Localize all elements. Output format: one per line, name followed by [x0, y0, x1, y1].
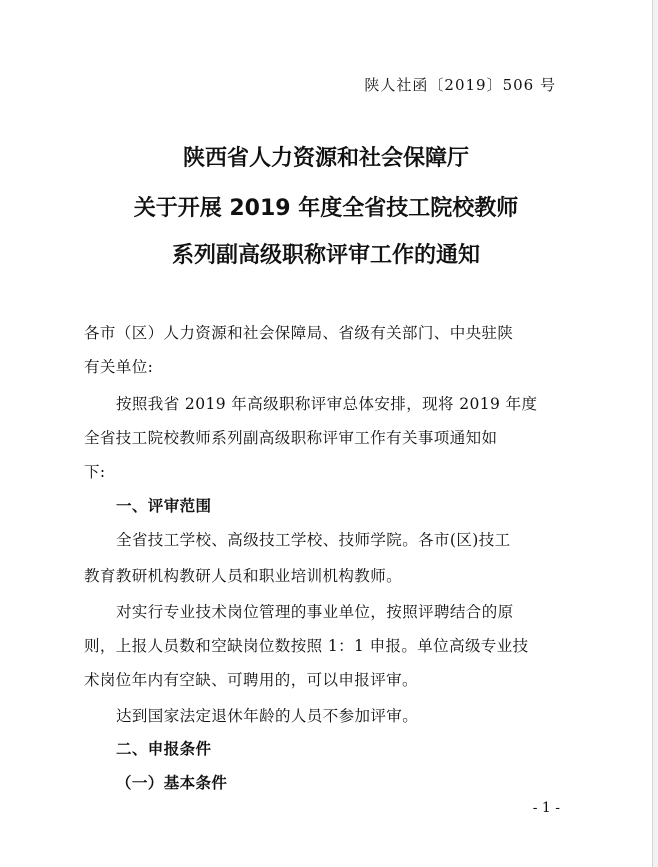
subsection-heading-basic: （一）基本条件	[116, 774, 228, 792]
section-heading-scope: 一、评审范围	[116, 497, 212, 515]
intro-line-3: 下:	[84, 463, 106, 481]
rule-line-3: 术岗位年内有空缺、可聘用的，可以申报评审。	[84, 671, 418, 689]
addressee-line-1: 各市（区）人力资源和社会保障局、省级有关部门、中央驻陕	[84, 324, 514, 342]
scope-line-1: 全省技工学校、高级技工学校、技师学院。各市(区)技工	[116, 531, 511, 549]
title-line-2: 关于开展 2019 年度全省技工院校教师	[133, 196, 519, 221]
page-number: - 1 -	[532, 800, 560, 816]
title-line-3: 系列副高级职称评审工作的通知	[171, 243, 480, 268]
section-heading-conditions: 二、申报条件	[116, 740, 212, 758]
scope-line-2: 教育教研机构教研人员和职业培训机构教师。	[84, 567, 403, 585]
retirement-note: 达到国家法定退休年龄的人员不参加评审。	[116, 707, 419, 725]
document-number: 陕人社函〔2019〕506 号	[364, 76, 556, 94]
addressee-line-2: 有关单位:	[84, 358, 154, 376]
intro-line-2: 全省技工院校教师系列副高级职称评审工作有关事项通知如	[84, 429, 498, 447]
title-line-1: 陕西省人力资源和社会保障厅	[182, 146, 469, 171]
rule-line-1: 对实行专业技术岗位管理的事业单位，按照评聘结合的原	[116, 603, 514, 621]
intro-line-1: 按照我省 2019 年高级职称评审总体安排，现将 2019 年度	[116, 395, 538, 413]
rule-line-2: 则，上报人员数和空缺岗位数按照 1：1 申报。单位高级专业技	[84, 637, 529, 655]
